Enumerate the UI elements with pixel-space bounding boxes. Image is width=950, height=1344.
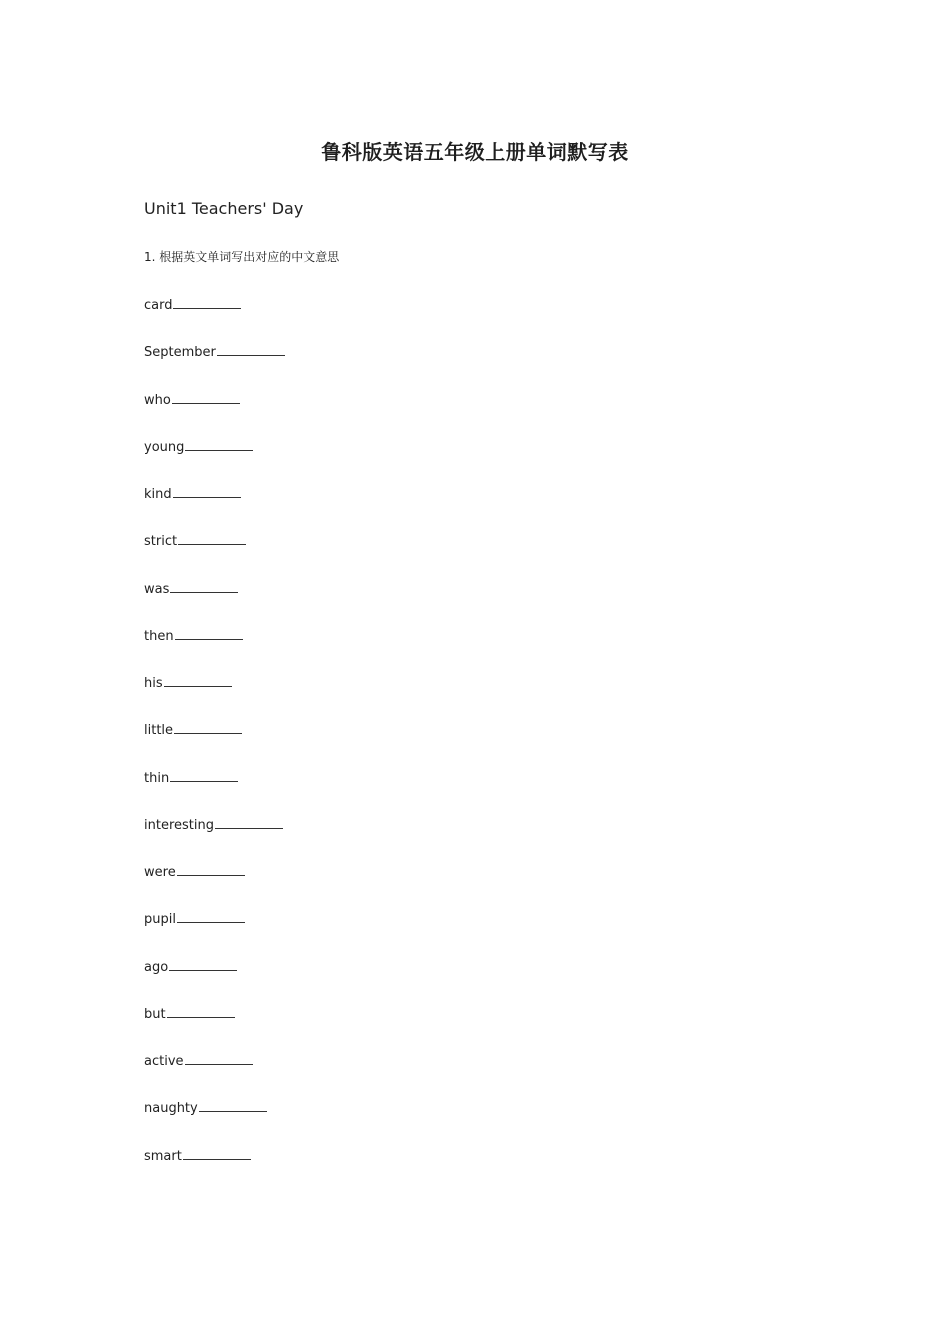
word-text: but (144, 1006, 166, 1022)
word-text: naughty (144, 1101, 198, 1117)
word-text: then (144, 628, 174, 644)
word-item (144, 295, 285, 342)
word-item (144, 673, 285, 720)
unit-heading: Unit1 Teachers' Day (144, 199, 304, 218)
document-title: 鲁科版英语五年级上册单词默写表 (321, 140, 629, 164)
answer-blank (177, 862, 245, 876)
answer-blank (185, 1051, 253, 1065)
word-text: young (144, 439, 185, 455)
word-item (144, 1051, 285, 1098)
word-item (144, 1004, 285, 1051)
answer-blank (177, 909, 245, 923)
word-text: thin (144, 770, 170, 786)
answer-blank (167, 1004, 235, 1018)
word-text: September (144, 345, 216, 361)
word-item (144, 390, 285, 437)
word-item (144, 626, 285, 673)
word-text: interesting (144, 817, 214, 833)
answer-blank (215, 815, 283, 829)
answer-blank (217, 342, 285, 356)
answer-blank (172, 390, 240, 404)
word-text: kind (144, 487, 172, 502)
answer-blank (185, 437, 253, 451)
word-item (144, 862, 285, 909)
word-item (144, 342, 285, 389)
answer-blank (169, 957, 237, 971)
word-list (144, 295, 285, 1193)
answer-blank (183, 1146, 251, 1160)
word-text: were (144, 865, 176, 880)
word-text: was (144, 581, 170, 597)
answer-blank (170, 579, 238, 593)
word-text: smart (144, 1148, 182, 1164)
word-text: who (144, 392, 171, 408)
word-item (144, 437, 285, 484)
word-item (144, 720, 285, 767)
word-text: his (144, 676, 163, 691)
word-item (144, 957, 285, 1004)
word-text: ago (144, 959, 169, 975)
word-text: active (144, 1054, 184, 1069)
answer-blank (178, 531, 246, 545)
word-text: card (144, 298, 173, 313)
word-item (144, 1146, 285, 1193)
word-item (144, 909, 285, 956)
word-item (144, 815, 285, 862)
word-item (144, 768, 285, 815)
word-text: pupil (144, 912, 176, 928)
word-item (144, 531, 285, 578)
answer-blank (164, 673, 232, 687)
word-item (144, 484, 285, 531)
answer-blank (170, 768, 238, 782)
answer-blank (175, 626, 243, 640)
word-item (144, 579, 285, 626)
answer-blank (173, 295, 241, 309)
answer-blank (173, 484, 241, 498)
word-text: little (144, 723, 174, 739)
word-item (144, 1098, 285, 1145)
answer-blank (174, 720, 242, 734)
word-text: strict (144, 534, 178, 550)
answer-blank (199, 1098, 267, 1112)
instruction-text: 1. 根据英文单词写出对应的中文意思 (144, 250, 340, 264)
